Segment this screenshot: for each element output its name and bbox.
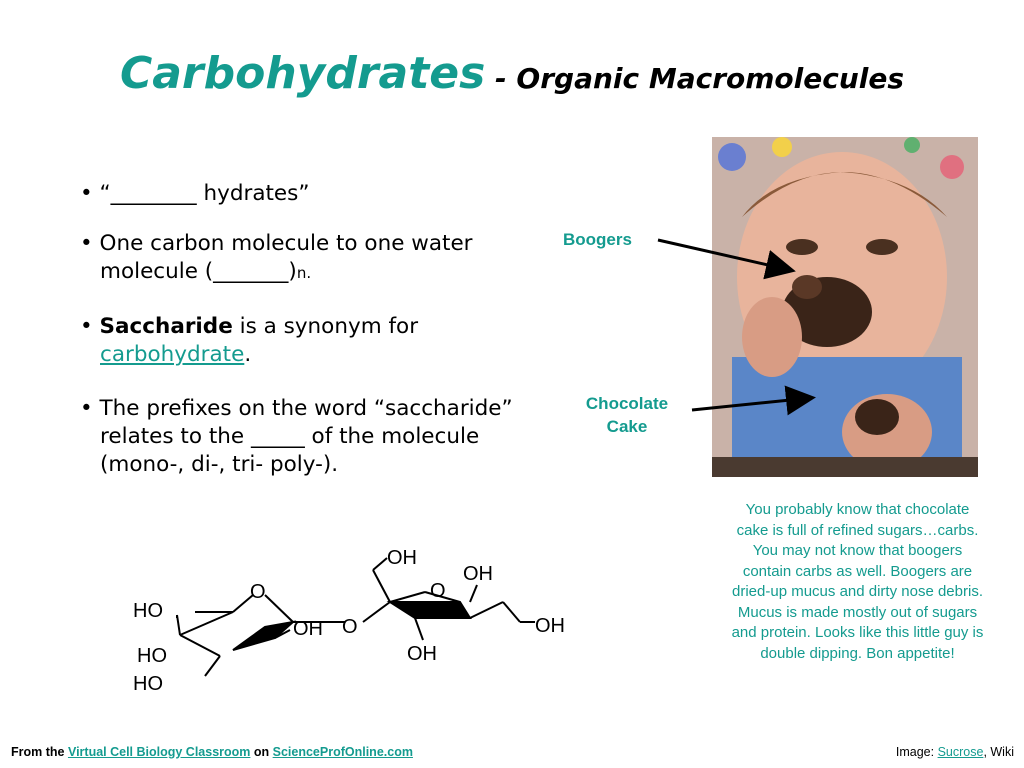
photo-caption: You probably know that chocolate cake is full of refined sugars…carbs. You may not know that boogers contain carbs as well. Boogers are dried-up mucus and dirty nose debris. Mucus is made mostly out of sugars and protein. Looks like this little guy is double dipping. Bon appetite!: [731, 501, 984, 662]
footer-source: [11, 745, 413, 759]
footer-on: on: [250, 745, 273, 759]
glucose-ho-mid: HO: [137, 645, 167, 667]
cake-label-line: Cake: [606, 417, 648, 436]
glucose-oh: OH: [293, 618, 323, 640]
virtual-cell-classroom-link[interactable]: Virtual Cell Biology Classroom: [67, 745, 251, 759]
title-subtitle: - Organic Macromolecules: [485, 62, 905, 95]
fructose-oh-bottom: OH: [407, 643, 437, 665]
bullet-prefixes-text: • The prefixes on the word “saccharide” relates to the _____ of the molecule (mono-, di-, tri- poly-).: [80, 396, 513, 477]
fructose-oh-top: OH: [387, 547, 417, 569]
glucose-ho-top: HO: [133, 600, 163, 622]
carbohydrate-link[interactable]: carbohydrate: [100, 342, 245, 367]
glucose-ho-bottom: HO: [133, 673, 163, 695]
bullet-saccharide-end: .: [244, 342, 252, 367]
glycosidic-oxygen: O: [342, 616, 358, 638]
chocolate-cake-arrow: [692, 398, 810, 410]
boogers-label: Boogers: [563, 230, 632, 249]
saccharide-term: Saccharide: [99, 314, 233, 339]
title-main: Carbohydrates: [119, 48, 486, 99]
glucose-ring-oxygen: O: [250, 581, 266, 603]
sucrose-link[interactable]: Sucrose: [937, 745, 984, 759]
fructose-oh-end: OH: [535, 615, 565, 637]
bullet-carbon-water-text: • One carbon molecule to one water molecule (_______): [80, 231, 473, 284]
fructose-ring-oxygen: O: [430, 580, 446, 602]
subscript-n: n.: [296, 264, 312, 282]
bullet-saccharide-mid: is a synonym for: [232, 314, 419, 339]
bullet-hydrates-text: • “________ hydrates”: [80, 181, 310, 206]
footer-image-credit: [896, 745, 1014, 759]
boogers-arrow: [658, 240, 790, 270]
footer-from: From the: [11, 745, 68, 759]
chocolate-label-line: Chocolate: [585, 394, 669, 413]
bullet-saccharide-prefix: •: [80, 314, 100, 339]
footer-image-suffix: , Wiki: [983, 745, 1014, 759]
footer-image-prefix: Image:: [895, 745, 938, 759]
fructose-oh-right: OH: [463, 563, 493, 585]
scienceprofonline-link[interactable]: ScienceProfOnline.com: [272, 745, 413, 759]
